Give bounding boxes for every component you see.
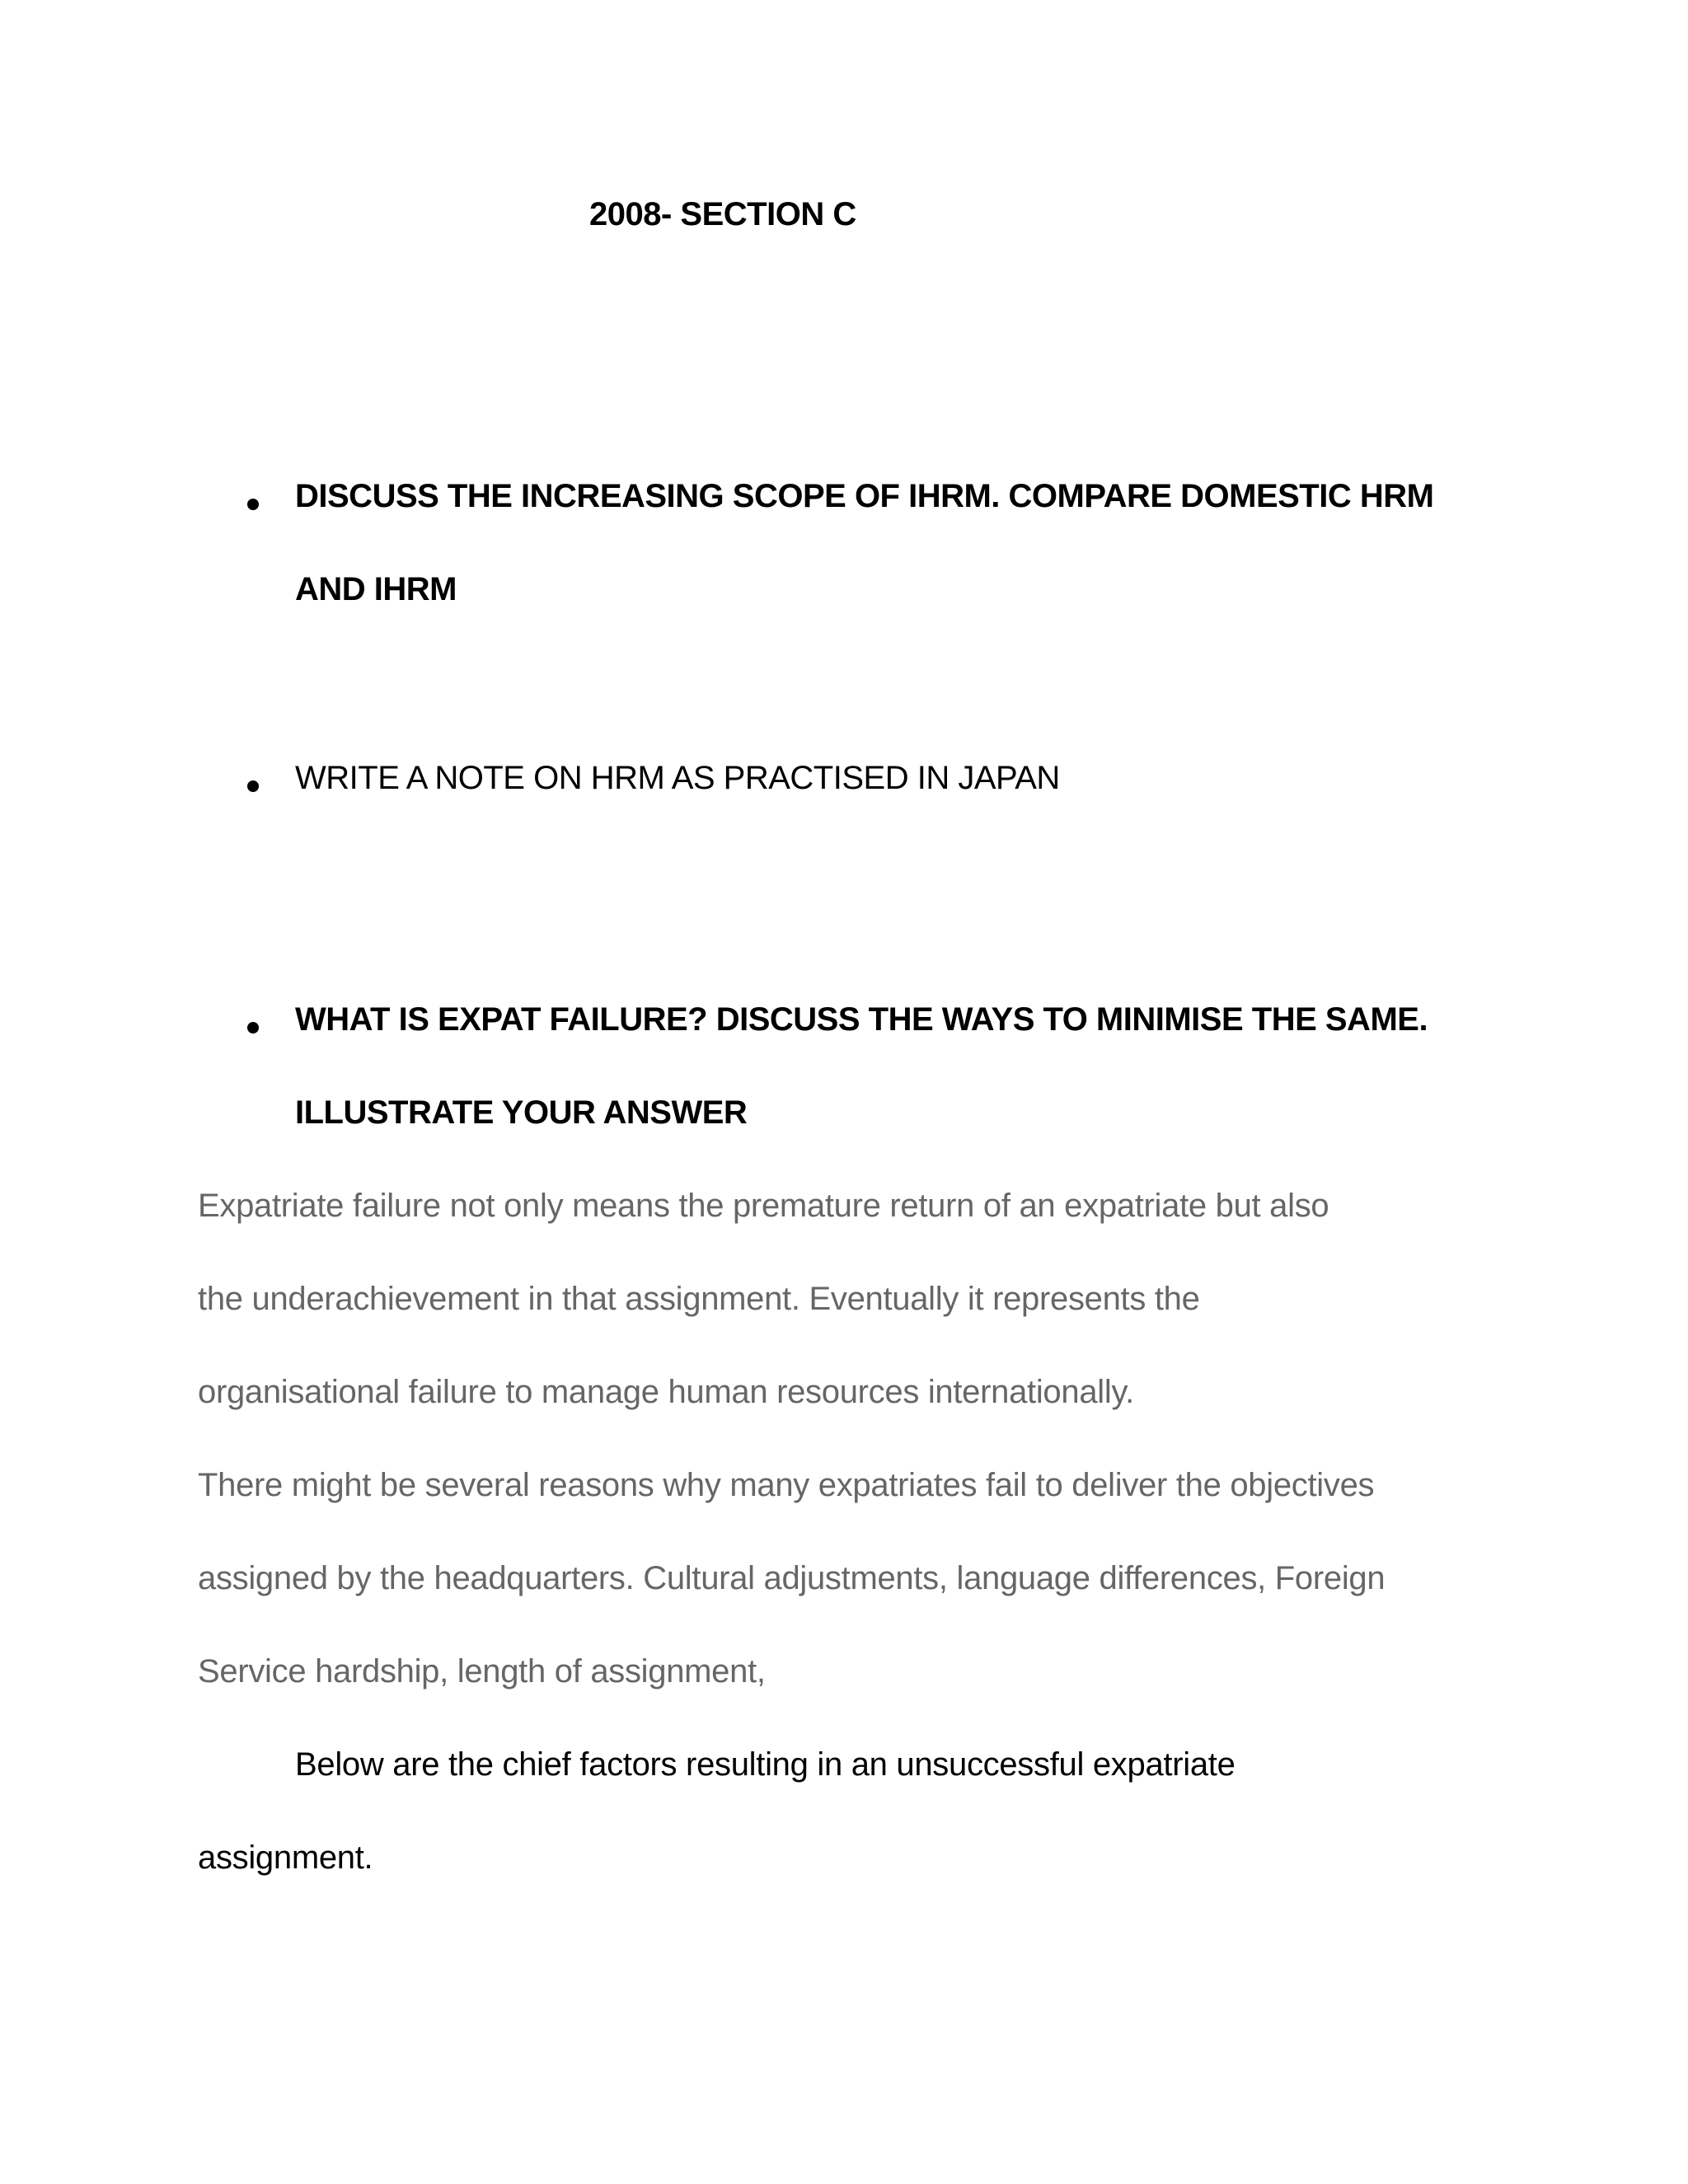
bullet-icon	[247, 499, 259, 510]
answer-p3-line-2: assignment.	[198, 1840, 373, 1876]
question-1-line-2: AND IHRM	[295, 571, 457, 607]
page-title: 2008- SECTION C	[589, 196, 856, 232]
answer-p2-line-3: Service hardship, length of assignment,	[198, 1653, 766, 1690]
question-3-line-1: WHAT IS EXPAT FAILURE? DISCUSS THE WAYS TO MINIMISE THE SAME.	[295, 1001, 1428, 1038]
question-1-line-1: DISCUSS THE INCREASING SCOPE OF IHRM. COMPARE DOMESTIC HRM	[295, 478, 1434, 514]
question-3-line-2: ILLUSTRATE YOUR ANSWER	[295, 1094, 748, 1131]
bullet-icon	[247, 780, 259, 792]
answer-p1-line-3: organisational failure to manage human resources internationally.	[198, 1374, 1134, 1410]
answer-p2-line-2: assigned by the headquarters. Cultural adjustments, language differences, Foreign	[198, 1560, 1386, 1596]
answer-p1-line-2: the underachievement in that assignment. Eventually it represents the	[198, 1281, 1200, 1317]
answer-p1-line-1: Expatriate failure not only means the premature return of an expatriate but also	[198, 1188, 1329, 1224]
answer-p2-line-1: There might be several reasons why many expatriates fail to deliver the objectives	[198, 1467, 1375, 1503]
answer-p3-line-1: Below are the chief factors resulting in an unsuccessful expatriate	[295, 1746, 1236, 1783]
question-2-line-1: WRITE A NOTE ON HRM AS PRACTISED IN JAPAN	[295, 760, 1060, 796]
bullet-icon	[247, 1022, 259, 1033]
